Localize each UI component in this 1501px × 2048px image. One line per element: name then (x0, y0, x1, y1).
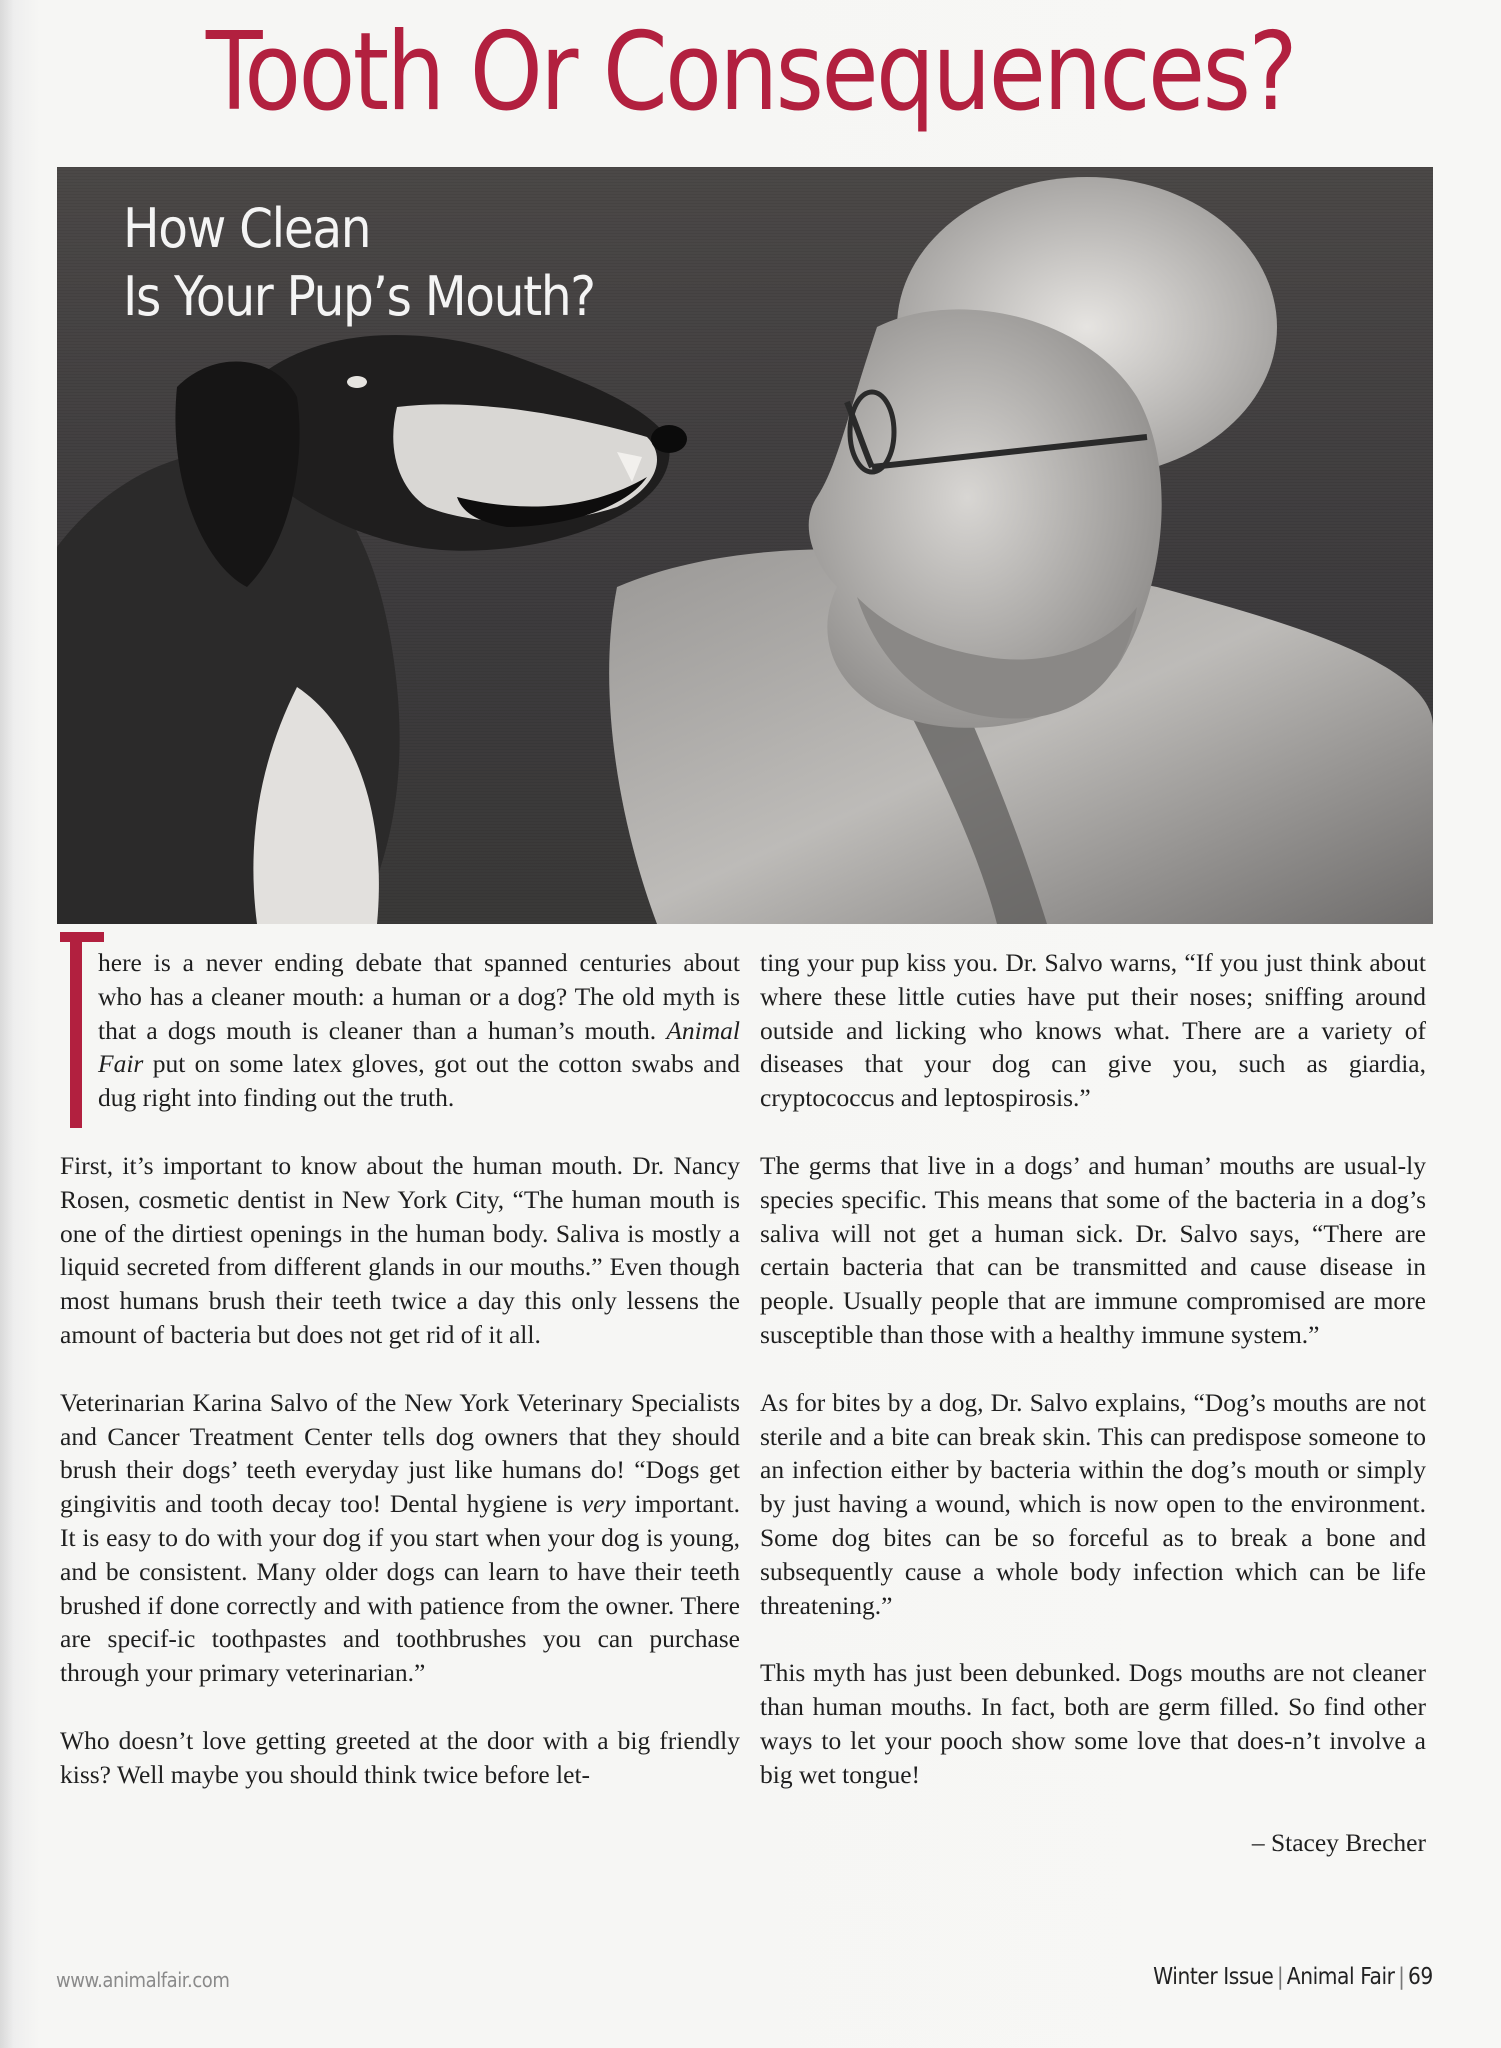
page-number: 69 (1408, 1964, 1433, 1990)
separator: | (1398, 1964, 1405, 1990)
magazine-name: Animal Fair (1286, 1964, 1395, 1990)
hero-photo (57, 167, 1433, 924)
emphasis-very: very (581, 1489, 626, 1519)
article-paragraph: Who doesn’t love getting greeted at the door with a big friendly kiss? Well maybe you should think twice before let- (60, 1725, 740, 1789)
article-subtitle (123, 195, 595, 331)
dog-eye (347, 376, 367, 388)
article-column-right (760, 946, 1426, 1893)
article-paragraph: As for bites by a dog, Dr. Salvo explains, “Dog’s mouths are not sterile and a bite can break skin. This can predispose someone to an infection either by bacteria within the dog’s mouth or simply by just having a wound, which is now open to the environment. Some dog bites can be so forceful as to break a bone and subsequently cause a whole body infection which can be life threatening.” (760, 1387, 1426, 1620)
article-title: Tooth Or Consequences? (205, 10, 1296, 135)
article-column-left (60, 946, 740, 1826)
magazine-name-italic: Animal Fair (98, 1015, 740, 1079)
article-paragraph: ting your pup kiss you. Dr. Salvo warns, “If you just think about where these little cuties have put their noses; sniffing around outside and licking who knows what. There are a variety of diseases that your dog can give you, such as giardia, cryptococcus and leptospirosis.” (760, 948, 1426, 1113)
drop-cap (60, 932, 104, 1128)
subtitle-line-2: Is Your Pup’s Mouth? (123, 265, 595, 328)
subtitle-line-1: How Clean (123, 197, 371, 260)
article-paragraph-intro: here is a never ending debate that spanned centuries about who has a cleaner mouth: a human or a dog? The old myth is that a dogs mouth is cleaner than a human’s mouth. Animal Fair put on some latex gloves, got out the cotton swabs and dug right into finding out the truth. (60, 946, 740, 1115)
author-byline: – Stacey Brecher (1251, 1827, 1426, 1857)
article-paragraph: This myth has just been debunked. Dogs mouths are not cleaner than human mouths. In fact, both are germ filled. So find other ways to let your pooch show some love that does-n’t involve a big wet tongue! (760, 1658, 1426, 1789)
dog-nose (651, 425, 687, 453)
separator: | (1277, 1964, 1284, 1990)
issue-name: Winter Issue (1153, 1964, 1274, 1990)
article-paragraph: First, it’s important to know about the human mouth. Dr. Nancy Rosen, cosmetic dentist in New York City, “The human mouth is one of the dirtiest openings in the human body. Saliva is mostly a liquid secreted from different glands in our mouths.” Even though most humans brush their teeth twice a day this only lessens the amount of bacteria but does not get rid of it all. (60, 1150, 740, 1349)
footer-issue-info (1153, 1964, 1433, 1990)
footer-website-link[interactable]: www.animalfair.com (56, 1968, 230, 1992)
article-paragraph: The germs that live in a dogs’ and human’ mouths are usual-ly species specific. This means that some of the bacteria in a dog’s saliva will not get a human sick. Dr. Salvo says, “There are certain bacteria that can be transmitted and cause disease in people. Usually people that are immune compromised are more susceptible than those with a healthy immune system.” (760, 1150, 1426, 1349)
article-paragraph: Veterinarian Karina Salvo of the New York Veterinary Specialists and Cancer Treatment Center tells dog owners that they should brush their dogs’ teeth everyday just like humans do! “Dogs get gingivitis and tooth decay too! Dental hygiene is very important. It is easy to do with your dog if you start when your dog is young, and be consistent. Many older dogs can learn to have their teeth brushed if done correctly and with patience from the owner. There are specif-ic toothpastes and toothbrushes you can purchase through your primary veterinarian.” (60, 1387, 740, 1688)
